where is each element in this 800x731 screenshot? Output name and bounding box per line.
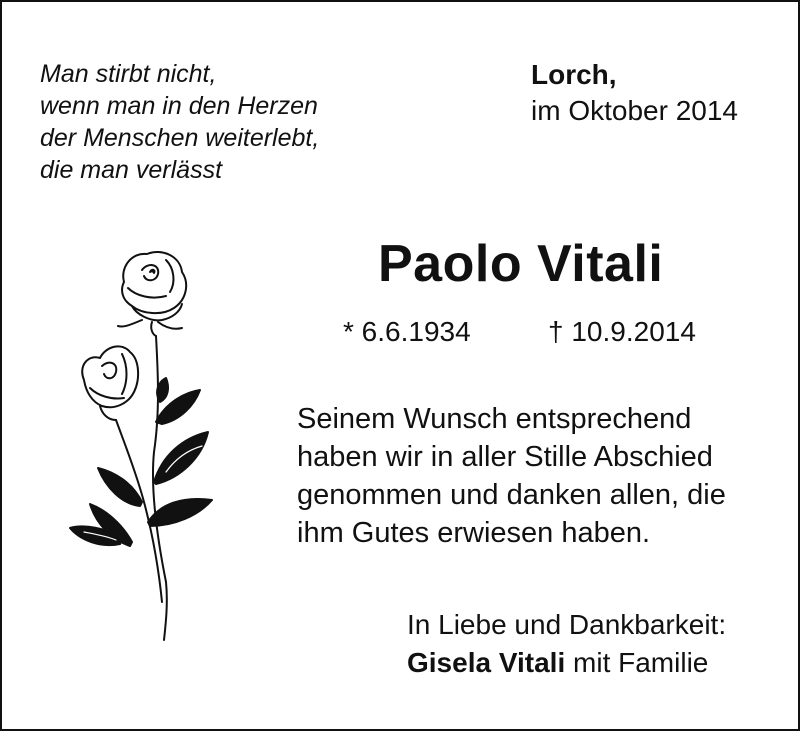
birth-date: * 6.6.1934 [343,316,471,347]
closing-line: In Liebe und Dankbarkeit: [407,609,727,640]
signature-line [407,644,726,682]
rose-icon [62,242,232,642]
death-date: † 10.9.2014 [548,316,696,347]
notice-date: im Oktober 2014 [531,95,738,126]
memorial-quote [40,58,319,186]
message-line: ihm Gutes erwiesen haben. [297,517,651,549]
notice-message [297,400,726,552]
quote-line: wenn man in den Herzen [40,92,318,120]
signer-name: Gisela Vitali [407,647,566,678]
signer-suffix: mit Familie [573,647,709,678]
place-city: Lorch, [531,59,617,90]
quote-line: der Menschen weiterlebt, [40,124,320,152]
closing-signature [407,606,726,682]
quote-line: Man stirbt nicht, [40,60,217,88]
message-line: haben wir in aller Stille Abschied [297,441,713,473]
deceased-name: Paolo Vitali [378,235,664,293]
place-date [531,57,738,129]
quote-line: die man verlässt [40,156,223,184]
message-line: Seinem Wunsch entsprechend [297,403,692,435]
message-line: genommen und danken allen, die [297,479,726,511]
